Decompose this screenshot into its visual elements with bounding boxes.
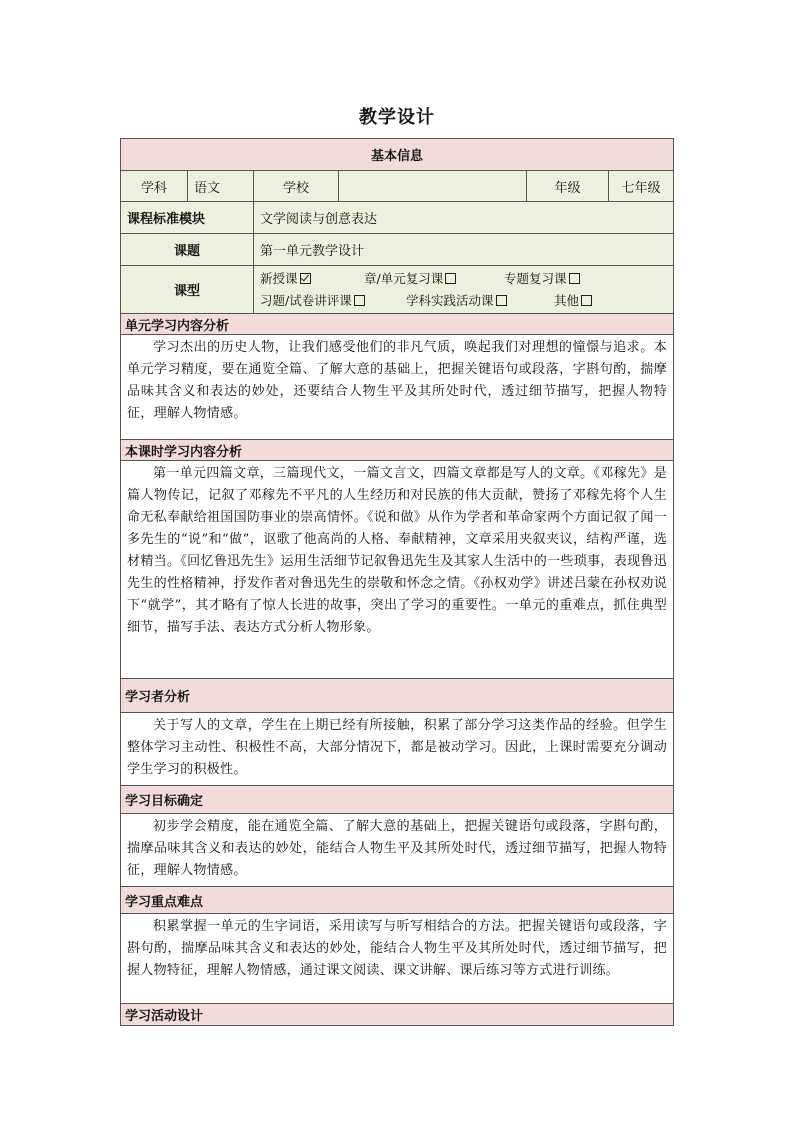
section-heading: 本课时学习内容分析 [121,440,674,461]
objectives-body-row [121,814,674,887]
type-option-practice[interactable] [406,290,554,312]
key-points-body-row [121,914,674,1004]
type-options-line-1 [260,268,667,290]
topic-label: 课题 [121,234,254,266]
section-heading: 学习重点难点 [121,887,674,914]
key-points-heading-row [121,887,674,914]
type-row [121,266,674,314]
checkbox-icon[interactable] [354,295,365,306]
type-option-label: 习题/试卷讲评课 [260,292,352,308]
section-text: 初步学会精度，能在通览全篇、了解大意的基础上，把握关键语句或段落，字斟句酌，揣摩品味其含义和表达的妙处，能结合人物生平及其所处时代，透过细节描写，把握人物特征，理解人物情感。 [121,814,674,887]
topic-row [121,234,674,266]
unit-analysis-body-row [121,335,674,440]
type-option-new[interactable] [260,268,364,290]
checkbox-icon[interactable] [496,295,507,306]
lesson-plan-table [120,138,674,1026]
objectives-heading-row [121,786,674,814]
type-option-label: 章/单元复习课 [364,270,444,286]
section-heading: 单元学习内容分析 [121,314,674,335]
standard-row [121,202,674,234]
subject-value: 语文 [188,171,254,202]
unit-analysis-heading-row [121,314,674,335]
type-label: 课型 [121,266,254,314]
type-options [254,266,674,314]
learner-analysis-heading-row [121,679,674,713]
basic-info-header-row [121,139,674,171]
standard-label: 课程标准模块 [121,202,254,234]
type-option-unit-review[interactable] [364,268,504,290]
school-value [339,171,527,202]
section-text: 学习杰出的历史人物，让我们感受他们的非凡气质，唤起我们对理想的憧憬与追求。本单元学习精度，要在通览全篇、了解大意的基础上，把握关键语句或段落，字斟句酌，揣摩品味其含义和表达的妙处，还要结合人物生平及其所处时代，透过细节描写，把握人物特征，理解人物情感。 [121,335,674,440]
section-heading: 学习者分析 [121,679,674,713]
section-heading: 学习目标确定 [121,786,674,814]
school-label: 学校 [254,171,339,202]
type-option-label: 专题复习课 [504,270,567,286]
type-option-label: 其他 [554,292,580,308]
basic-info-header: 基本信息 [121,139,674,171]
standard-value: 文学阅读与创意表达 [254,202,674,234]
checkbox-icon[interactable] [581,295,592,306]
type-options-line-2 [260,290,667,312]
lesson-analysis-body-row [121,461,674,679]
type-option-other[interactable] [554,290,614,312]
topic-value: 第一单元教学设计 [254,234,674,266]
checkbox-checked-icon[interactable] [300,273,311,284]
checkbox-icon[interactable] [569,273,580,284]
checkbox-icon[interactable] [445,273,456,284]
activity-design-heading-row [121,1004,674,1026]
type-option-label: 学科实践活动课 [406,292,494,308]
section-text: 积累掌握一单元的生字词语，采用读写与听写相结合的方法。把握关键语句或段落，字斟句酌，揣摩品味其含义和表达的妙处，能结合人物生平及其所处时代，透过细节描写，把握人物特征，理解人物情感，通过课文阅读、课文讲解、课后练习等方式进行训练。 [121,914,674,1004]
learner-analysis-body-row [121,713,674,786]
type-option-topic-review[interactable] [504,268,604,290]
section-text: 第一单元四篇文章，三篇现代文，一篇文言文，四篇文章都是写人的文章。《邓稼先》是篇人物传记，记叙了邓稼先不平凡的人生经历和对民族的伟大贡献，赞扬了邓稼先将个人生命无私奉献给祖国国防事业的崇高情怀。《说和做》从作为学者和革命家两个方面记叙了闻一多先生的“说”和“做”，讴歌了他高尚的人格、奉献精神，文章采用夹叙夹议，结构严谨，选材精当。《回忆鲁迅先生》运用生活细节记叙鲁迅先生及其家人生活中的一些琐事，表现鲁迅先生的性格精神，抒发作者对鲁迅先生的崇敬和怀念之情。《孙权劝学》讲述吕蒙在孙权劝说下“就学”，其才略有了惊人长进的故事，突出了学习的重要性。一单元的重难点，抓住典型细节，描写手法、表达方式分析人物形象。 [121,461,674,679]
section-heading: 学习活动设计 [121,1004,674,1026]
basic-info-row [121,171,674,202]
lesson-analysis-heading-row [121,440,674,461]
subject-label: 学科 [121,171,188,202]
type-option-label: 新授课 [260,270,298,286]
page-title: 教学设计 [359,107,435,128]
section-text: 关于写人的文章，学生在上期已经有所接触，积累了部分学习这类作品的经验。但学生整体学习主动性、积极性不高，大部分情况下，都是被动学习。因此，上课时需要充分调动学生学习的积极性。 [121,713,674,786]
type-option-exercise-review[interactable] [260,290,406,312]
grade-label: 年级 [527,171,609,202]
grade-value: 七年级 [609,171,674,202]
